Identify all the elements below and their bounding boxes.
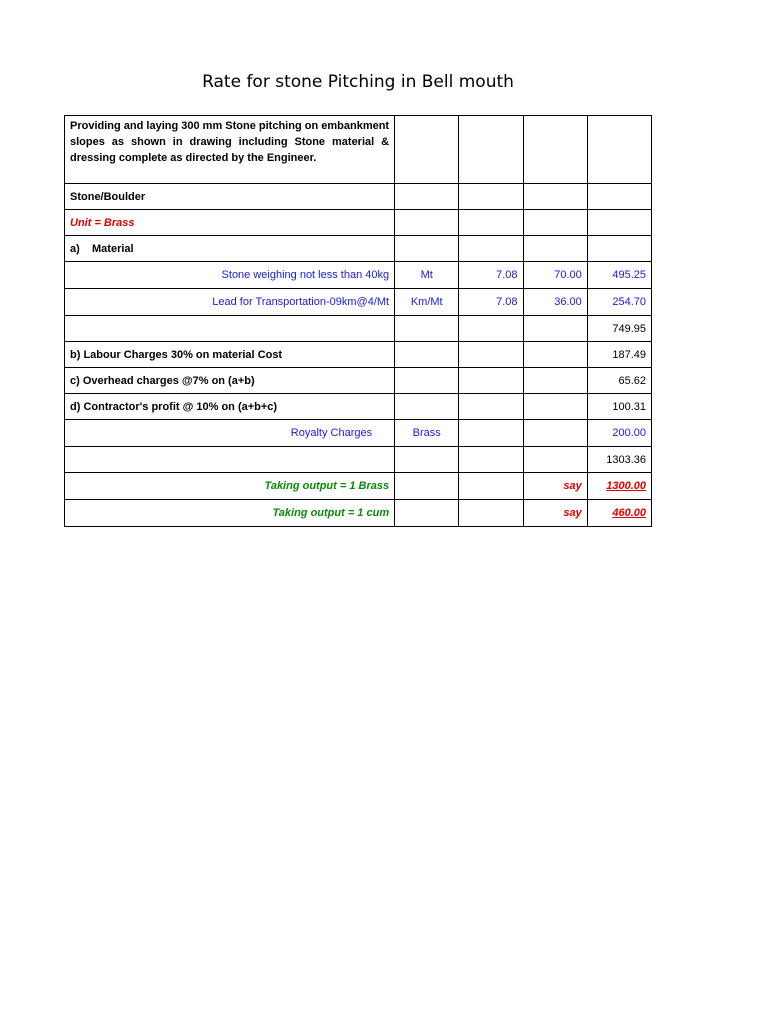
- page-title: Rate for stone Pitching in Bell mouth: [202, 72, 514, 92]
- material-qty: 7.08: [459, 289, 523, 316]
- material-amount: 495.25: [587, 262, 651, 289]
- material-total: 749.95: [587, 316, 651, 342]
- royalty-label: Royalty Charges: [65, 420, 395, 447]
- table-row: [65, 447, 652, 473]
- output-brass-label: Taking output = 1 Brass: [65, 473, 395, 500]
- overhead-label: c) Overhead charges @7% on (a+b): [65, 368, 395, 394]
- table-row: [65, 316, 652, 342]
- output-brass-say: say: [523, 473, 587, 500]
- grand-total: 1303.36: [587, 447, 651, 473]
- material-item: Stone weighing not less than 40kg: [65, 262, 395, 289]
- material-rate: 70.00: [523, 262, 587, 289]
- material-row: [65, 289, 652, 316]
- table-row: [65, 236, 652, 262]
- table-row: [65, 184, 652, 210]
- royalty-unit: Brass: [395, 420, 459, 447]
- material-rate: 36.00: [523, 289, 587, 316]
- material-heading: a) Material: [65, 236, 395, 262]
- royalty-amount: 200.00: [587, 420, 651, 447]
- material-item: Lead for Transportation-09km@4/Mt: [65, 289, 395, 316]
- table-row: [65, 368, 652, 394]
- table-row: [65, 420, 652, 447]
- material-qty: 7.08: [459, 262, 523, 289]
- item-description: Providing and laying 300 mm Stone pitching on embankment slopes as shown in drawing including Stone material & dressing complete as directed by the Engineer.: [65, 116, 395, 184]
- rate-table: [64, 115, 652, 527]
- unit-label: Unit = Brass: [65, 210, 395, 236]
- profit-label: d) Contractor's profit @ 10% on (a+b+c): [65, 394, 395, 420]
- table-row: [65, 500, 652, 527]
- table-row: [65, 116, 652, 184]
- material-unit: Mt: [395, 262, 459, 289]
- table-row: [65, 473, 652, 500]
- material-unit: Km/Mt: [395, 289, 459, 316]
- category-label: Stone/Boulder: [65, 184, 395, 210]
- output-cum-say: say: [523, 500, 587, 527]
- table-row: [65, 394, 652, 420]
- material-amount: 254.70: [587, 289, 651, 316]
- table-row: [65, 210, 652, 236]
- output-brass-amount: 1300.00: [587, 473, 651, 500]
- profit-amount: 100.31: [587, 394, 651, 420]
- output-cum-label: Taking output = 1 cum: [65, 500, 395, 527]
- output-cum-amount: 460.00: [587, 500, 651, 527]
- table-row: [65, 342, 652, 368]
- labour-label: b) Labour Charges 30% on material Cost: [65, 342, 395, 368]
- labour-amount: 187.49: [587, 342, 651, 368]
- material-row: [65, 262, 652, 289]
- overhead-amount: 65.62: [587, 368, 651, 394]
